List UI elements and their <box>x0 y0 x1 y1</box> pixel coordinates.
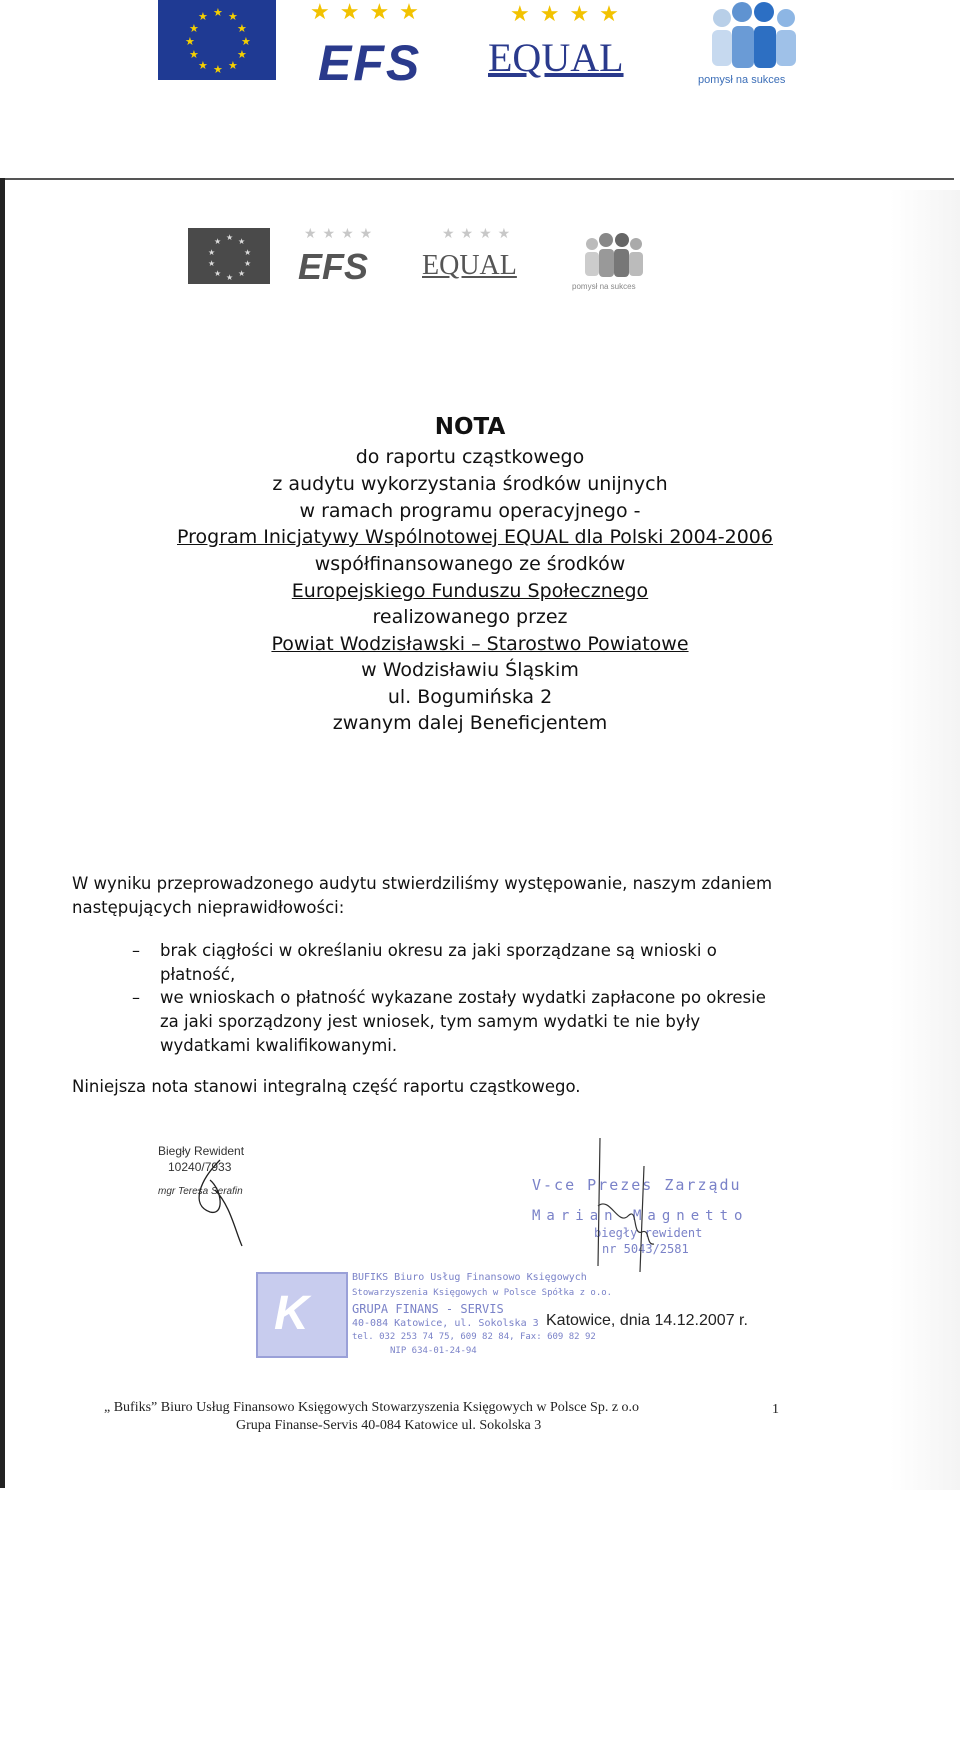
title-line-fund: Europejskiego Funduszu Społecznego <box>291 580 649 602</box>
auditor-name: mgr Teresa Serafin <box>158 1186 243 1197</box>
svg-text:★: ★ <box>237 22 247 35</box>
efs-logo-text: EFS <box>318 35 422 91</box>
equal-logo-text: EQUAL <box>488 35 624 80</box>
efs-stars-icon: ★★★★ <box>310 0 429 25</box>
svg-text:★: ★ <box>214 269 222 278</box>
svg-text:★: ★ <box>228 10 238 23</box>
svg-text:★: ★ <box>244 248 252 257</box>
svg-text:★: ★ <box>226 233 234 242</box>
svg-text:★: ★ <box>208 259 216 268</box>
stamp-line-1: BUFIKS Biuro Usług Finansowo Księgowych <box>352 1272 587 1283</box>
svg-text:★: ★ <box>241 35 251 48</box>
scan-efs-stars-icon: ★★★★ <box>304 226 379 242</box>
svg-text:★: ★ <box>238 269 246 278</box>
auditor-title: Biegły Rewident <box>158 1144 245 1158</box>
place-date: Katowice, dnia 14.12.2007 r. <box>546 1312 748 1329</box>
people-group-icon <box>690 0 820 72</box>
scan-equal-logo-text: EQUAL <box>422 250 517 281</box>
scan-eu-flag-logo <box>188 228 270 284</box>
stamp-line-5: tel. 032 253 74 75, 609 82 84, Fax: 609 82 92 <box>352 1332 596 1342</box>
svg-text:★: ★ <box>214 237 222 246</box>
eu-flag-logo <box>158 0 276 80</box>
scan-pomysl-tagline: pomysł na sukces <box>572 282 636 291</box>
eu-stars-icon <box>158 0 276 80</box>
scan-pomysl-logo <box>570 232 670 296</box>
bufiks-logo-icon: K <box>274 1287 309 1340</box>
bullet-item-2: we wnioskach o płatność wykazane zostały wydatki zapłacone po okresie za jaki sporządzony jest wniosek, tym samym wydatki te nie były wydatkami kwalifikowanymi. <box>160 988 766 1055</box>
title-line-address: ul. Bogumińska 2 <box>387 686 553 708</box>
title-line-beneficiary: Powiat Wodzisławski – Starostwo Powiatowe <box>271 633 689 655</box>
vice-president-name: Marian Magnetto <box>532 1208 749 1224</box>
auditor-number: 10240/7933 <box>168 1160 232 1174</box>
svg-text:★: ★ <box>213 63 223 76</box>
title-line-11: zwanym dalej Beneficjentem <box>332 712 608 734</box>
scan-eu-stars-icon <box>188 228 270 284</box>
bullet-dash-2: – <box>132 988 140 1007</box>
pomysl-tagline: pomysł na sukces <box>698 74 786 86</box>
body-intro: W wyniku przeprowadzonego audytu stwierdziliśmy występowanie, naszym zdaniem następujących nieprawidłowości: <box>72 874 773 917</box>
auditor-signature-icon <box>180 1150 280 1250</box>
bufiks-logo <box>256 1272 348 1358</box>
efs-logo <box>310 0 440 90</box>
svg-text:★: ★ <box>189 48 199 61</box>
bullet-dash-1: – <box>132 941 140 960</box>
title-line-5: współfinansowanego ze środków <box>314 553 626 575</box>
svg-text:★: ★ <box>213 6 223 19</box>
vice-president-title: V-ce Prezes Zarządu <box>532 1176 742 1194</box>
footer-line-2: Grupa Finanse-Servis 40-084 Katowice ul. Sokolska 3 <box>236 1418 542 1433</box>
note-heading: NOTA <box>434 414 506 440</box>
body-closing: Niniejsza nota stanowi integralną część raportu cząstkowego. <box>72 1077 581 1096</box>
title-line-3: w ramach programu operacyjnego - <box>299 500 641 522</box>
title-line-1: do raportu cząstkowego <box>355 446 585 468</box>
svg-text:★: ★ <box>198 59 208 72</box>
title-line-program: Program Inicjatywy Wspólnotowej EQUAL dla Polski 2004-2006 <box>177 526 773 548</box>
stamp-line-2: Stowarzyszenia Księgowych w Polsce Spółka z o.o. <box>352 1288 613 1298</box>
footer-line-1: „ Bufiks” Biuro Usług Finansowo Księgowych Stowarzyszenia Księgowych w Polsce Sp. z o.o <box>104 1400 640 1415</box>
scan-efs-logo-text: EFS <box>298 246 369 287</box>
bullet-item-1: brak ciągłości w określaniu okresu za jaki sporządzane są wnioski o płatność, <box>160 941 717 984</box>
svg-text:★: ★ <box>237 48 247 61</box>
title-line-9: w Wodzisławiu Śląskim <box>361 659 579 681</box>
svg-text:★: ★ <box>238 237 246 246</box>
svg-text:★: ★ <box>208 248 216 257</box>
scan-left-edge <box>0 178 5 1488</box>
svg-text:★: ★ <box>189 22 199 35</box>
stamp-line-3: GRUPA FINANS - SERVIS <box>352 1302 504 1316</box>
svg-text:★: ★ <box>198 10 208 23</box>
title-line-2: z audytu wykorzystania środków unijnych <box>272 473 668 495</box>
vice-president-number: nr 5043/2581 <box>602 1242 689 1256</box>
scan-right-shadow <box>890 190 960 1490</box>
equal-logo <box>484 0 634 90</box>
svg-text:★: ★ <box>185 35 195 48</box>
equal-stars-icon: ★★★★ <box>510 2 629 27</box>
title-line-7: realizowanego przez <box>372 606 568 628</box>
svg-text:★: ★ <box>226 273 234 282</box>
stamp-line-4: 40-084 Katowice, ul. Sokolska 3 <box>352 1318 539 1329</box>
vice-president-role: biegły rewident <box>594 1226 703 1240</box>
scan-equal-stars-icon: ★★★★ <box>442 226 517 242</box>
scan-equal-logo <box>420 226 530 290</box>
svg-text:★: ★ <box>228 59 238 72</box>
pomysl-logo <box>690 0 820 92</box>
scan-efs-logo <box>294 226 394 290</box>
svg-text:★: ★ <box>244 259 252 268</box>
scan-people-group-icon <box>570 232 660 280</box>
vice-president-signature-icon <box>580 1136 690 1276</box>
stamp-line-6: NIP 634-01-24-94 <box>390 1346 477 1356</box>
page-number: 1 <box>772 1402 779 1417</box>
